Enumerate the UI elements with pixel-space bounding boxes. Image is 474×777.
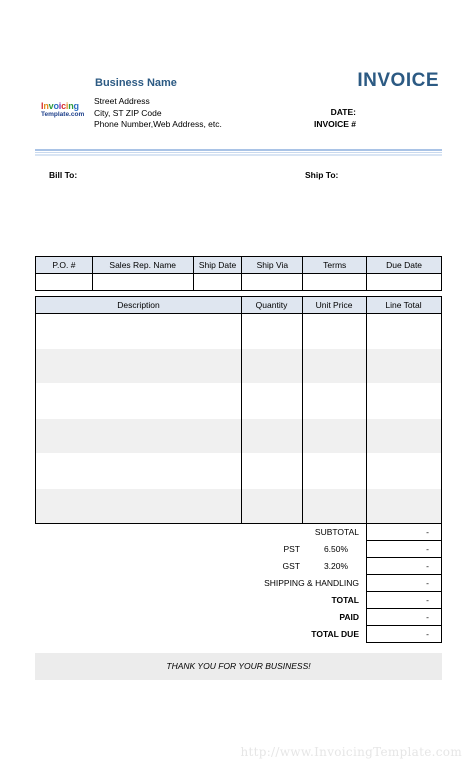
line-items-table [35,296,442,524]
logo-letter: i [65,101,69,111]
terms-header: Terms [303,257,367,274]
due-date-header: Due Date [367,257,442,274]
logo-letter: v [48,101,54,111]
logo-letter: I [41,101,44,111]
header-separator-2 [35,152,442,153]
logo-letter: n [43,101,49,111]
logo-letter: c [61,101,66,111]
invoicing-template-logo [41,101,91,119]
header-separator [35,149,442,151]
table-row-stripe [36,419,441,453]
logo-letter: n [68,101,74,111]
ship-date-header: Ship Date [193,257,242,274]
business-name: Business Name [95,77,177,89]
description-header: Description [117,300,160,310]
column-divider [302,297,303,523]
shipping-label: SHIPPING & HANDLING [264,578,359,588]
logo-wordmark [41,101,91,111]
total-value[interactable]: - [366,592,442,609]
gst-label: GST [282,561,300,571]
column-divider [366,297,367,523]
gst-rate[interactable]: 3.20% [323,561,349,571]
shipping-value[interactable]: - [366,575,442,592]
sales-rep-cell[interactable] [92,274,193,291]
logo-letter: o [53,101,59,111]
paid-value[interactable]: - [366,609,442,626]
pst-label: PST [283,544,300,554]
pst-rate[interactable]: 6.50% [323,544,349,554]
pst-value[interactable]: - [366,541,442,558]
po-number-header: P.O. # [36,257,93,274]
ship-to-label: Ship To: [305,170,339,180]
watermark: http://www.InvoicingTemplate.com [240,745,462,759]
date-label: DATE: [330,107,356,117]
ship-via-cell[interactable] [242,274,303,291]
total-label: TOTAL [331,595,359,605]
logo-subtext: Template.com [41,111,85,118]
table-row-stripe [36,349,441,383]
ship-date-cell[interactable] [193,274,242,291]
gst-value[interactable]: - [366,558,442,575]
terms-cell[interactable] [303,274,367,291]
total-due-label: TOTAL DUE [311,629,359,639]
invoice-number-label: INVOICE # [313,119,356,129]
thank-you-message: THANK YOU FOR YOUR BUSINESS! [35,653,442,680]
table-row-stripe [36,489,441,523]
quantity-header: Quantity [255,300,288,310]
ship-via-header: Ship Via [242,257,303,274]
subtotal-value[interactable]: - [366,524,442,541]
due-date-cell[interactable] [367,274,442,291]
po-number-cell[interactable] [36,274,93,291]
logo-letter: g [73,101,79,111]
order-info-table [35,256,442,291]
invoice-title: INVOICE [357,70,439,91]
sales-rep-header: Sales Rep. Name [92,257,193,274]
order-info-header-row [36,257,442,274]
header-separator-3 [35,154,442,156]
subtotal-label: SUBTOTAL [314,527,359,537]
column-divider [241,297,242,523]
line-total-header: Line Total [385,300,422,310]
bill-to-label: Bill To: [49,170,78,180]
order-info-row [36,274,442,291]
business-city: City, ST ZIP Code [94,108,162,118]
total-due-value[interactable]: - [366,626,442,643]
business-contact: Phone Number,Web Address, etc. [94,119,222,129]
unit-price-header: Unit Price [315,300,353,310]
paid-label: PAID [339,612,359,622]
business-street: Street Address [94,96,150,106]
logo-letter: i [58,101,62,111]
